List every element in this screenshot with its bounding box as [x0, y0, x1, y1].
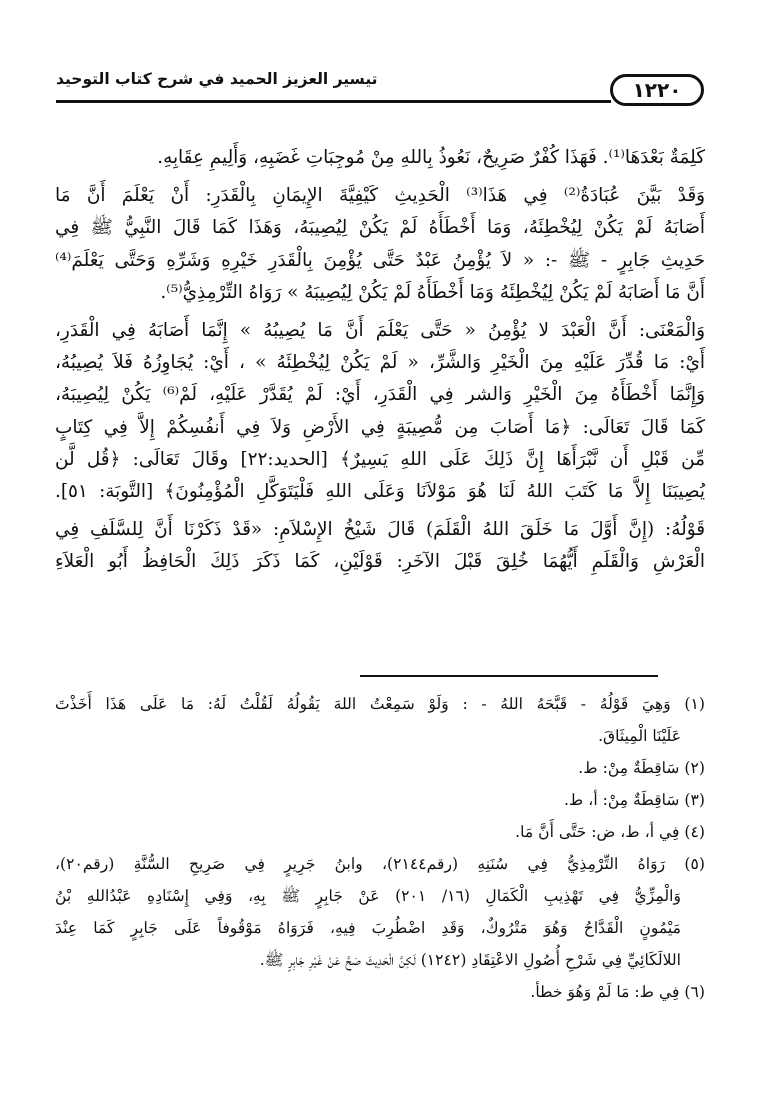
text-line: كَمَا قَالَ تَعَالَى: ﴿مَا أَصَابَ مِن مُّصِيبَةٍ فِي الأَرْضِ وَلاَ فِي أَنفُسِكُمْ إِلاَّ فِي كِتَابٍ — [55, 416, 705, 438]
running-title: تيسير العزيز الحميد في شرح كتاب التوحيد — [56, 70, 611, 88]
footnote-line: (٣) سَاقِطَةٌ مِنْ: أ، ط. — [563, 791, 705, 809]
text-line: وَإِنَّمَا أَخْطَأَهُ مِنَ الْخَيْرِ وَالشر فِي الْقَدَرِ، أَيْ: لَمْ يُقَدَّرْ عَلَيْهِ، لَمْ⁽⁶⁾ يَكُنْ لِيُصِيبَهُ، — [55, 384, 705, 406]
footnote-line: مَيْمُونٍ الْقَدَّاحُ وَهُوَ مَتْرُوكٌ، وَقَدِ اضْطُرِبَ فِيهِ، فَرَوَاهُ مَوْقُوفاً عَلَى جَابِرٍ كَمَا عِنْدَ — [55, 919, 681, 937]
text-line: أَصَابَهُ لَمْ يَكُنْ لِيُخْطِئَهُ، وَمَا أَخْطَأَهُ لَمْ يَكُنْ لِيُصِيبَهُ، وَهَذَا كَمَا قَالَ النَّبِيُّ ﷺ فِي — [55, 217, 705, 239]
footnote-line: (٤) فِي أ، ط، ض: حَتَّى أَنَّ مَا. — [515, 823, 705, 841]
header-rule — [56, 100, 611, 103]
footnotes — [55, 688, 705, 1008]
page-number: ١٢٢٠ — [610, 74, 704, 106]
footnote-line: عَلَيْنَا الْمِيثَاقَ. — [598, 727, 681, 745]
main-text — [55, 142, 705, 579]
text-line: يُصِيبَنَا إِلاَّ مَا كَتَبَ اللهُ لَنَا هُوَ مَوْلاَنَا وَعَلَى اللهِ فَلْيَتَوَكَّلِ الْمُؤْمِنُونَ﴾ [التَّوبَة: ٥١]. — [55, 481, 705, 503]
text-line: أَيْ: مَا قُدِّرَ عَلَيْهِ مِنَ الْخَيْرِ وَالشَّرِّ، « لَمْ يَكُنْ لِيُخْطِئَهُ » ، أَيْ: يُجَاوِزُهُ فَلاَ يُصِيبُهُ، — [55, 352, 705, 374]
text-line: وَالْمَعْنَى: أَنَّ الْعَبْدَ لا يُؤْمِنُ « حَتَّى يَعْلَمَ أَنَّ مَا يُصِيبُهُ » إِنَّمَا أَصَابَهُ فِي الْقَدَرِ، — [55, 320, 705, 342]
footnote-line: اللالَكَائِيِّ فِي شَرْحِ أُصُولِ الاعْتِقَادِ (١٢٤٢) لَكِنَّ الْحَدِيثَ صَحَّ عَنْ غَيْرِ جَابِرٍ ﷺ. — [259, 951, 681, 969]
text-line: مِّن قَبْلِ أَن نَّبْرَأَهَا إِنَّ ذَلِكَ عَلَى اللهِ يَسِيرٌ﴾ [الحديد:٢٢] وقَالَ تَعَالَى: ﴿قُل لَّن — [55, 448, 705, 470]
footnote-line: (١) وَهِيَ قَوْلُهُ - قَبَّحَهُ اللهُ - : وَلَوْ سَمِعْتُ اللهَ يَقُولُهُ لَقُلْتُ لَهُ: مَا عَلَى هَذَا أَخَذْتَ — [55, 695, 705, 713]
text-line: وَقَدْ بَيَّنَ عُبَادَةُ⁽²⁾ فِي هَذَا⁽³⁾ الْحَدِيثِ كَيْفِيَّةَ الإِيمَانِ بِالْقَدَرِ: أَنْ يَعْلَمَ أَنَّ مَا — [55, 185, 706, 207]
text-line: الْعَرْشِ وَالْقَلَمِ أَيُّهُمَا خُلِقَ قَبْلَ الآخَرِ: قَوْلَيْنِ، كَمَا ذَكَرَ ذَلِكَ الْحَافِظُ أَبُو الْعَلاَءِ — [55, 551, 705, 573]
page-header — [56, 70, 704, 108]
text-line: كَلِمَةٌ بَعْدَهَا⁽¹⁾. فَهَذَا كُفْرٌ صَرِيحٌ، نَعُوذُ بِاللهِ مِنْ مُوجِبَاتِ غَضَبِهِ، وَأَلِيمِ عِقَابِهِ. — [157, 147, 705, 168]
footnote-line: (٥) رَوَاهُ التِّرْمِذِيُّ فِي سُنَنِهِ (رقم٢١٤٤)، وابنُ جَرِيرٍ فِي صَرِيحِ السُّنَّةِ (رقم٢٠)، — [55, 855, 706, 873]
footnote-line: (٦) فِي ط: مَا لَمْ وَهُوَ خطأ. — [530, 983, 705, 1001]
text-line: قَوْلُهُ: (إِنَّ أَوَّلَ مَا خَلَقَ اللهُ الْقَلَمَ) قَالَ شَيْخُ الإِسْلاَمِ: «قَدْ ذَكَرْنَا أَنَّ لِلسَّلَفِ فِي — [55, 519, 705, 541]
text-line: حَدِيثِ جَابِرٍ - ﷺ -: « لاَ يُؤْمِنُ عَبْدٌ حَتَّى يُؤْمِنَ بِالْقَدَرِ خَيْرِهِ وَشَرِّهِ وَحَتَّى يَعْلَمَ⁽⁴⁾ — [55, 249, 705, 271]
text-line: أَنَّ مَا أَصَابَهُ لَمْ يَكُنْ لِيُخْطِئَهُ وَمَا أَخْطَأَهُ لَمْ يَكُنْ لِيُصِيبَهُ » رَوَاهُ التِّرْمِذِيُّ⁽⁵⁾. — [160, 281, 705, 303]
footnote-separator — [360, 675, 658, 677]
footnote-line: (٢) سَاقِطَةٌ مِنْ: ط. — [578, 759, 705, 777]
footnote-line: وَالْمِزِّيُّ فِي تَهْذِيبِ الْكَمَالِ (١٦/ ٢٠١) عَنْ جَابِرٍ ﷺ بِهِ، وَفِي إِسْنَادِهِ عَبْدُاللهِ بْنُ — [55, 887, 681, 905]
